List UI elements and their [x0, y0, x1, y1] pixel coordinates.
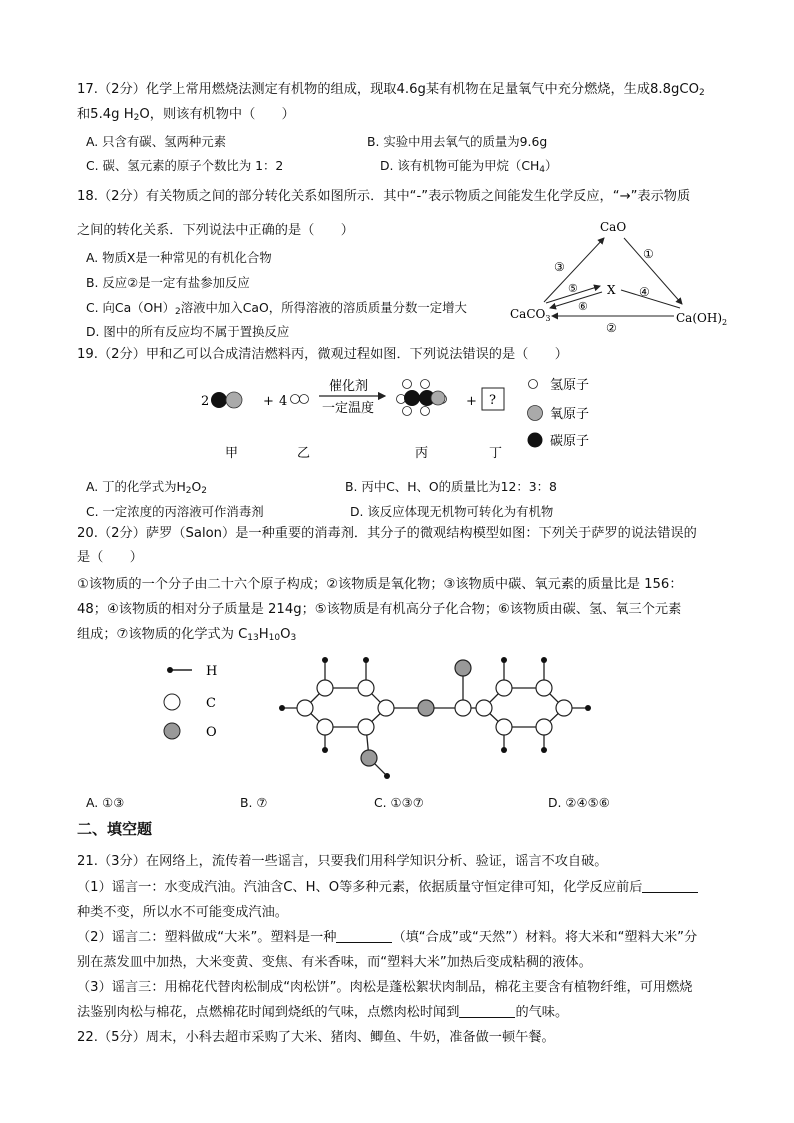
- line-4: [621, 290, 680, 308]
- coef-jia: 2: [201, 394, 210, 409]
- q20-option-b: B. ⑦: [240, 795, 268, 810]
- q21-part1-line1: （1）谣言一：水变成汽油。汽油含C、H、O等多种元素，依据质量守恒定律可知，化学反应前后: [77, 879, 698, 897]
- q17-stem-line2: 和5.4g $H_2O$，则该有机物中（ ）: [77, 107, 295, 123]
- q18-stem-line2: 之间的转化关系．下列说法中正确的是（ ）: [77, 223, 354, 238]
- q17-stem-line1: 17.（2分）化学上常用燃烧法测定有机物的组成，现取4.6g某有机物在足量氧气中充分燃烧，生成8.8gCO$_2$: [77, 82, 705, 98]
- legend-hydrogen-swatch: [529, 380, 538, 389]
- oxygen-atoms: [361, 660, 471, 766]
- legend-c-swatch: [164, 694, 180, 710]
- ding-question-mark: ?: [489, 393, 496, 408]
- q18-option-b: B. 反应②是一定有盐参加反应: [86, 275, 250, 290]
- bing-molecule: [397, 380, 447, 416]
- q20-stem-line1: 20.（2分）萨罗（Salon）是一种重要的消毒剂．其分子的微观结构模型如图：下列关于萨罗的说法错误的: [77, 526, 697, 541]
- legend-o-swatch: [164, 723, 180, 739]
- q21-part2-line2: 别在蒸发皿中加热，大米变黄、变焦、有米香味，而“塑料大米”加热后变成粘稠的液体。: [77, 955, 592, 970]
- label-6: ⑥: [578, 300, 588, 313]
- q18-option-c: C. 向$Ca(OH)_2$溶液中加入CaO，所得溶液的溶质质量分数一定增大: [86, 300, 467, 317]
- q19-option-b: B. 丙中C、H、O的质量比为12：3：8: [345, 479, 557, 494]
- q20-statements-line3: 组成；⑦该物质的化学式为 $C_{13}H_{10}O_3$: [77, 627, 297, 643]
- q21-part3-line2: 法鉴别肉松与棉花，点燃棉花时闻到烧纸的气味，点燃肉松时闻到 的气味。: [77, 1005, 569, 1020]
- q21-part2-line1: （2）谣言二：塑料做成“大米”。塑料是一种 （填“合成”或“天然”）材料。将大米和“塑料大米”分: [77, 930, 698, 945]
- legend-c-label: C: [206, 696, 216, 711]
- label-ding: 丁: [489, 446, 503, 461]
- q21-part1-line2: 种类不变，所以水不可能变成汽油。: [77, 905, 288, 920]
- legend-oxygen-label: 氧原子: [550, 407, 590, 422]
- node-x: X: [607, 283, 616, 297]
- plus-2: +: [466, 394, 477, 409]
- label-1: ①: [643, 247, 654, 261]
- node-caco3: CaCO$_3$: [510, 307, 551, 323]
- legend-h-label: H: [206, 664, 218, 679]
- q18-conversion-diagram: [500, 212, 740, 342]
- label-bing: 丙: [415, 446, 429, 461]
- q19-option-a: A. 丁的化学式为$H_2O_2$: [86, 479, 208, 496]
- section-title-fill-in: 二、填空题: [77, 820, 153, 838]
- q20-option-c: C. ①③⑦: [374, 795, 424, 810]
- q18-option-d: D. 图中的所有反应均不属于置换反应: [86, 324, 290, 339]
- q21-stem: 21.（3分）在网络上，流传着一些谣言，只要我们用科学知识分析、验证，谣言不攻自破。: [77, 854, 608, 869]
- jia-oxygen-atom: [226, 392, 242, 408]
- label-5: ⑤: [568, 282, 578, 295]
- yi-hydrogen-atom: [300, 395, 309, 404]
- q22-stem: 22.（5分）周末，小科去超市采购了大米、猪肉、鲫鱼、牛奶，准备做一顿午餐。: [77, 1030, 555, 1045]
- arrow-condition-bottom: 一定温度: [322, 401, 375, 416]
- q18-stem-line1: 18.（2分）有关物质之间的部分转化关系如图所示．其中“-”表示物质之间能发生化学反应，“→”表示物质: [77, 189, 691, 204]
- q19-stem: 19.（2分）甲和乙可以合成清洁燃料丙，微观过程如图．下列说法错误的是（ ）: [77, 347, 568, 362]
- q17-option-b: B. 实验中用去氧气的质量为9.6g: [367, 134, 548, 149]
- q21-blank-1[interactable]: [642, 880, 698, 893]
- arrow-condition-top: 催化剂: [329, 379, 369, 394]
- yi-hydrogen-atom: [291, 395, 300, 404]
- label-yi: 乙: [297, 446, 311, 461]
- q21-blank-3[interactable]: [459, 1005, 515, 1018]
- label-3: ③: [554, 260, 565, 274]
- molecule-bonds: [282, 660, 588, 776]
- q19-option-d: D. 该反应体现无机物可转化为有机物: [350, 504, 554, 519]
- label-4: ④: [639, 285, 650, 299]
- q21-part3-line1: （3）谣言三：用棉花代替肉松制成“肉松饼”。肉松是蓬松絮状肉制品，棉花主要含有植物纤维，可用燃烧: [77, 980, 693, 995]
- q21-blank-2[interactable]: [336, 930, 392, 943]
- coef-yi: 4: [279, 394, 288, 409]
- label-2: ②: [606, 321, 617, 335]
- legend-h-swatch: [167, 667, 173, 673]
- q17-option-c: C. 碳、氢元素的原子个数比为 1：2: [86, 158, 284, 173]
- q20-statements-line2: 48；④该物质的相对分子质量是 214g；⑤该物质是有机高分子化合物；⑥该物质由碳、氢、氧三个元素: [77, 602, 682, 617]
- legend-o-label: O: [206, 725, 217, 740]
- q17-option-a: A. 只含有碳、氢两种元素: [86, 134, 227, 149]
- plus-1: +: [263, 394, 274, 409]
- legend-carbon-swatch: [528, 433, 543, 448]
- legend-hydrogen-label: 氢原子: [550, 378, 590, 393]
- q20-option-a: A. ①③: [86, 795, 125, 810]
- node-caoh2: $Ca(OH)_2$: [676, 311, 728, 327]
- q19-option-c: C. 一定浓度的丙溶液可作消毒剂: [86, 504, 264, 519]
- node-cao: CaO: [600, 220, 627, 234]
- q20-salon-molecule-model: [158, 650, 634, 790]
- q17-option-d: D. 该有机物可能为甲烷$(CH_4)$: [380, 158, 558, 175]
- legend-oxygen-swatch: [528, 406, 543, 421]
- q20-stem-line2: 是（ ）: [77, 550, 143, 565]
- legend-carbon-label: 碳原子: [550, 434, 590, 449]
- q20-statements-line1: ①该物质的一个分子由二十六个原子构成；②该物质是氧化物；③该物质中碳、氧元素的质量比是 156：: [77, 577, 683, 592]
- q18-option-a: A. 物质X是一种常见的有机化合物: [86, 250, 272, 265]
- label-jia: 甲: [225, 446, 239, 461]
- q19-reaction-diagram: [195, 370, 605, 465]
- q20-option-d: D. ②④⑤⑥: [548, 795, 610, 810]
- jia-carbon-atom: [211, 392, 227, 408]
